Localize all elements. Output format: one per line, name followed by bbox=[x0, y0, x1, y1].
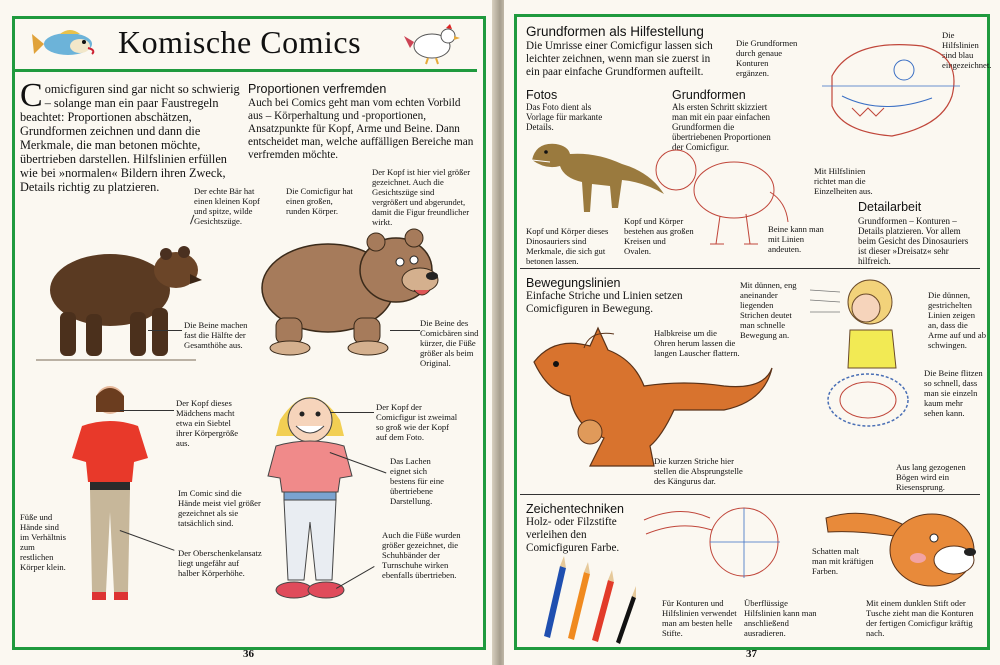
page-number-left: 36 bbox=[243, 648, 254, 660]
zeichen-text: Holz- oder Filzstifte verleihen den Comicfiguren Farbe. bbox=[526, 516, 620, 554]
page-right bbox=[504, 0, 1000, 665]
running-girl-illustration bbox=[810, 272, 920, 432]
leader-line bbox=[148, 330, 182, 331]
intro-dropcap: C bbox=[20, 77, 43, 114]
caption-kreise: Kopf und Körper bestehen aus großen Kreisen und Ovalen. bbox=[624, 216, 694, 256]
caption-feet-bigger: Auch die Füße wurden größer gezeichnet, die Schuhbänder der Turnschuhe wirken ebenfalls übertrieben. bbox=[382, 530, 461, 580]
page-title: Komische Comics bbox=[118, 24, 362, 60]
bewegung-heading: Bewegungslinien bbox=[526, 276, 621, 290]
girl-photo bbox=[56, 382, 166, 612]
caption-halbkreise: Halbkreise um die Ohren herum lassen die langen Lauscher flattern. bbox=[654, 328, 740, 358]
comic-girl-illustration bbox=[256, 380, 366, 610]
caption-head-enlarged: Der Kopf ist hier viel größer gezeichnet. Auch die Gesichtszüge sind vergrößert und abgerundet, damit die Figur freundlicher wirkt. bbox=[372, 167, 471, 227]
grundformen-sub: Als ersten Schritt skizziert man mit ein paar einfachen Grundformen die übertriebenen Proportionen der Comicfigur. bbox=[672, 102, 771, 152]
caption-beine-linien: Beine kann man mit Linien andeuten. bbox=[768, 224, 824, 254]
caption-comic-head: Der Kopf der Comicfigur ist zweimal so groß wie der Kopf auf dem Foto. bbox=[376, 402, 458, 442]
kangaroo-illustration bbox=[524, 326, 774, 476]
page-number-right: 37 bbox=[746, 648, 757, 660]
caption-hilfslinien-blau: Die Hilfslinien sind blau eingezeichnet. bbox=[942, 30, 992, 70]
caption-comic-bear-legs: Die Beine des Comicbären sind kürzer, die Füße größer als beim Original. bbox=[420, 318, 479, 368]
rabbit-sketch bbox=[640, 500, 790, 590]
caption-comic-figure: Die Comicfigur hat einen großen, runden Körper. bbox=[286, 186, 353, 216]
caption-girl-head: Der Kopf dieses Mädchens macht etwa ein Siebtel ihrer Körpergröße aus. bbox=[176, 398, 239, 448]
zeichen-heading: Zeichentechniken bbox=[526, 502, 624, 516]
caption-duenne-linien: Mit dünnen, eng aneinander liegenden Strichen deutet man schnelle Bewegung an. bbox=[740, 280, 797, 340]
caption-hilfslinien-einzel: Mit Hilfslinien richtet man die Einzelheiten aus. bbox=[814, 166, 873, 196]
real-bear-photo bbox=[26, 222, 206, 362]
grundformen-text: Die Umrisse einer Comicfigur lassen sich leichter zeichnen, wenn man sie zuerst in ein paar einfache Grundformen aufteilt. bbox=[526, 40, 713, 78]
caption-schatten: Schatten malt man mit kräftigen Farben. bbox=[812, 546, 874, 576]
caption-dunkler-stift: Mit einem dunklen Stift oder Tusche zieht man die Konturen der fertigen Comicfigur kräftig nach. bbox=[866, 598, 974, 638]
leader-line bbox=[390, 330, 420, 331]
caption-konturen-stifte: Für Konturen und Hilfslinien verwendet man am besten helle Stifte. bbox=[662, 598, 737, 638]
caption-kurze-striche: Die kurzen Striche hier stellen die Absprungstelle des Kängurus dar. bbox=[654, 456, 743, 486]
caption-thigh: Der Oberschenkelansatz liegt ungefähr auf halber Körperhöhe. bbox=[178, 548, 262, 578]
section-divider bbox=[520, 494, 980, 495]
detailarbeit-text: Grundformen – Konturen – Details platzieren. Vor allem beim Gesicht des Dinosauriers ist dieser »Dreisatz« sehr hilfreich. bbox=[858, 216, 969, 266]
caption-real-bear: Der echte Bär hat einen kleinen Kopf und spitze, wilde Gesichtszüge. bbox=[194, 186, 260, 226]
comic-bear-illustration bbox=[254, 222, 444, 362]
fotos-heading: Fotos bbox=[526, 88, 558, 102]
fish-illustration bbox=[30, 24, 100, 64]
caption-ueberfluessig: Überflüssige Hilfslinien kann man anschließend ausradieren. bbox=[744, 598, 817, 638]
caption-bear-legs: Die Beine machen fast die Hälfte der Gesamthöhe aus. bbox=[184, 320, 248, 350]
caption-boegen: Aus lang gezogenen Bögen wird ein Riesensprung. bbox=[896, 462, 966, 492]
chicken-illustration bbox=[402, 20, 462, 64]
bewegung-text: Einfache Striche und Linien setzen Comicfiguren in Bewegung. bbox=[526, 290, 683, 315]
caption-hands-comic: Im Comic sind die Hände meist viel größer gezeichnet als sie tatsächlich sind. bbox=[178, 488, 261, 528]
leader-line bbox=[120, 410, 174, 411]
section-divider bbox=[520, 268, 980, 269]
leader-line bbox=[330, 412, 374, 413]
caption-konturen: Die Grundformen durch genaue Konturen ergänzen. bbox=[736, 38, 798, 78]
dino-head-sketch bbox=[812, 36, 962, 156]
caption-gestrichelt: Die dünnen, gestrichelten Linien zeigen an, dass die Arme auf und ab schwingen. bbox=[928, 290, 986, 350]
colored-pencils bbox=[524, 556, 644, 646]
caption-laughing: Das Lachen eignet sich bestens für eine übertriebene Darstellung. bbox=[390, 456, 444, 506]
proportionen-heading: Proportionen verfremden bbox=[248, 82, 387, 96]
intro-paragraph bbox=[20, 77, 242, 194]
intro-text: omicfiguren sind gar nicht so schwierig – solange man ein paar Faustregeln beachtet: Proportionen abschätzen, Grundformen zeichnen und dann die Merkmale, die man betonen möchte, übertrieben darstellen. Hilfslinien erfüllen wie bei »normalen« Bildern ihren Zweck, Details richtig zu platzieren. bbox=[20, 82, 240, 194]
dinosaur-photo bbox=[526, 124, 666, 220]
detailarbeit-heading: Detailarbeit bbox=[858, 200, 922, 214]
caption-feet-hands: Füße und Hände sind im Verhältnis zum restlichen Körper klein. bbox=[20, 512, 66, 572]
fotos-text: Das Foto dient als Vorlage für markante Details. bbox=[526, 102, 603, 132]
caption-beine-flitzen: Die Beine flitzen so schnell, dass man sie einzeln kaum mehr sehen kann. bbox=[924, 368, 983, 418]
grundformen-heading: Grundformen bbox=[672, 88, 746, 102]
grundformen-title: Grundformen als Hilfestellung bbox=[526, 24, 704, 39]
caption-dino-kopf: Kopf und Körper dieses Dinosauriers sind Merkmale, die sich gut betonen lassen. bbox=[526, 226, 609, 266]
proportionen-text: Auch bei Comics geht man vom echten Vorbild aus – Körperhaltung und -proportionen, Ansatzpunkte für Kopf, Arme und Beine. Dann entscheidet man, welche auffälligen Bereiche man verfremden möchte. bbox=[248, 97, 474, 161]
page-left bbox=[0, 0, 496, 665]
